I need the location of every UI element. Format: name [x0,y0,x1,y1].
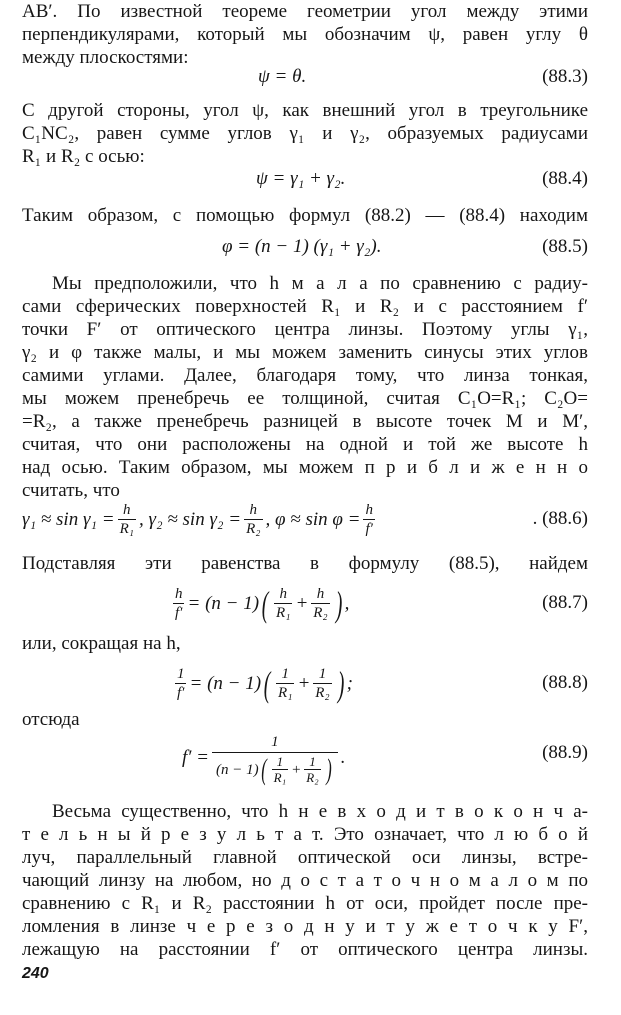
text-line: C₁NC₂, равен сумме углов γ₁ и γ₂, образуемых радиусами [22,123,588,144]
equation-88-7 [22,582,588,626]
equation-part: = (n − 1) [187,593,260,614]
equation-number: (88.9) [542,742,588,763]
fraction [175,666,187,702]
denominator: R₂ [315,685,330,701]
denominator: f′ [365,521,373,537]
equation-88-9 [22,728,588,788]
fraction [244,502,262,538]
equation-part: , φ ≈ sin φ = [265,509,361,530]
text-line: Таким образом, с помощью формул (88.2) — (88.4) находим [22,205,588,226]
equation-part: f′ = [182,747,210,768]
text-line: С другой стороны, угол ψ, как внешний угол в треугольнике [22,100,588,121]
plus-sign: + [295,593,309,614]
equation-part: (n − 1) [216,761,259,778]
numerator: h [175,586,183,602]
fraction [118,502,136,538]
text-line: Весьма существенно, что h н е в х о д и т в о к о н ч а- [52,801,588,822]
page-number: 240 [22,965,49,982]
denominator: R₁ [276,605,291,621]
equation-number: (88.3) [542,66,588,87]
equation-part: , γ₂ ≈ sin γ₂ = [139,509,242,530]
equation-expr: ψ = γ₁ + γ₂. [256,168,346,189]
plus-sign: + [297,673,311,694]
text-line: сами сферических поверхностей R₁ и R₂ и с расстоянием f′ [22,296,588,317]
equation-expr: φ = (n − 1) (γ₁ + γ₂). [222,236,382,257]
equation-part: . [340,747,346,768]
plus-sign: + [291,761,302,778]
numerator: h [123,502,131,518]
text-line: ломления в линзе ч е р е з о д н у и т у ж е т о ч к у F′, [22,916,588,937]
equation-number: (88.8) [542,672,588,693]
equation-88-5 [22,236,588,260]
equation-88-8 [22,662,588,706]
text-line: сравнению с R₁ и R₂ расстоянии h от оси, пройдет после пре- [22,893,588,914]
equation-part: = (n − 1) [189,673,262,694]
text-line: =R₂, а также пренебречь разницей в высоте точек M и M′, [22,411,588,432]
numerator: 1 [276,753,284,769]
denominator: R₂ [306,769,319,785]
fraction [313,666,331,702]
text-line: AB′. По известной теореме геометрии угол между этими [22,1,588,22]
main-fraction [212,732,338,785]
denominator [212,752,338,785]
fraction [272,755,288,785]
numerator: h [365,502,373,518]
left-paren: ( [260,752,267,786]
fraction [304,755,320,785]
text-line: точки F′ от оптического центра линзы. Поэтому углы γ₁, [22,319,588,340]
denominator: R₂ [313,605,328,621]
text-line: лежащую на расстоянии f′ от оптического центра линзы. [22,939,588,960]
equation-part: ; [346,673,353,694]
equation-part: , [344,593,350,614]
equation-part: γ₁ ≈ sin γ₁ = [22,509,115,530]
text-line: γ₂ и φ также малы, и мы можем заменить синусы этих углов [22,342,588,363]
fraction [311,586,329,622]
text-line: Мы предположили, что h м а л а по сравнению с радиу- [52,273,588,294]
fraction [363,502,375,538]
text-line: Подставляя эти равенства в формулу (88.5), найдем [22,553,588,574]
numerator: 1 [177,666,185,682]
right-paren: ) [337,664,344,704]
text-line: считая, что они расположены на одной и той же высоте h [22,434,588,455]
denominator: R₂ [246,521,261,537]
denominator: R₁ [273,769,287,785]
text-line: самими углами. Далее, благодаря тому, что линза тонкая, [22,365,588,386]
denominator: f′ [177,685,185,701]
equation-number: . (88.6) [532,508,588,529]
equation-expr: ψ = θ. [258,66,307,87]
left-paren: ( [263,664,271,704]
text-line: считать, что [22,480,120,501]
denominator: R₁ [119,521,134,537]
text-line: R₁ и R₂ с осью: [22,146,145,167]
numerator: 1 [318,666,327,682]
right-paren: ) [335,584,342,624]
text-line: отсюда [22,709,80,730]
numerator: 1 [309,753,316,769]
text-line: над осью. Таким образом, мы можем п р и б л и ж е н н о [22,457,588,478]
page [22,0,588,1015]
denominator: R₁ [278,685,293,701]
equation-number: (88.4) [542,168,588,189]
fraction [276,666,294,702]
numerator: h [279,586,287,602]
equation-number: (88.5) [542,236,588,257]
numerator: h [249,502,258,518]
numerator: h [316,586,325,602]
text-line: т е л ь н ы й р е з у л ь т а т. Это означает, что л ю б о й [22,824,588,845]
equation-88-6 [22,500,588,540]
left-paren: ( [261,584,269,624]
text-line: луч, параллельный главной оптической оси линзы, встре- [22,847,588,868]
equation-88-3 [22,66,588,90]
equation-number: (88.7) [542,592,588,613]
right-paren: ) [325,752,332,786]
denominator: f′ [175,605,183,621]
text-line: мы можем пренебречь ее толщиной, считая C₁O=R₁; C₂O= [22,388,588,409]
fraction [274,586,292,622]
fraction [173,586,185,622]
numerator: 1 [271,733,279,750]
equation-88-4 [22,168,588,192]
text-line: между плоскостями: [22,47,189,68]
text-line: или, сокращая на h, [22,633,181,654]
numerator: 1 [281,666,289,682]
text-line: перпендикулярами, который мы обозначим ψ, равен углу θ [22,24,588,45]
text-line: чающий линзу на любом, но д о с т а т о ч н о м а л о м по [22,870,588,891]
